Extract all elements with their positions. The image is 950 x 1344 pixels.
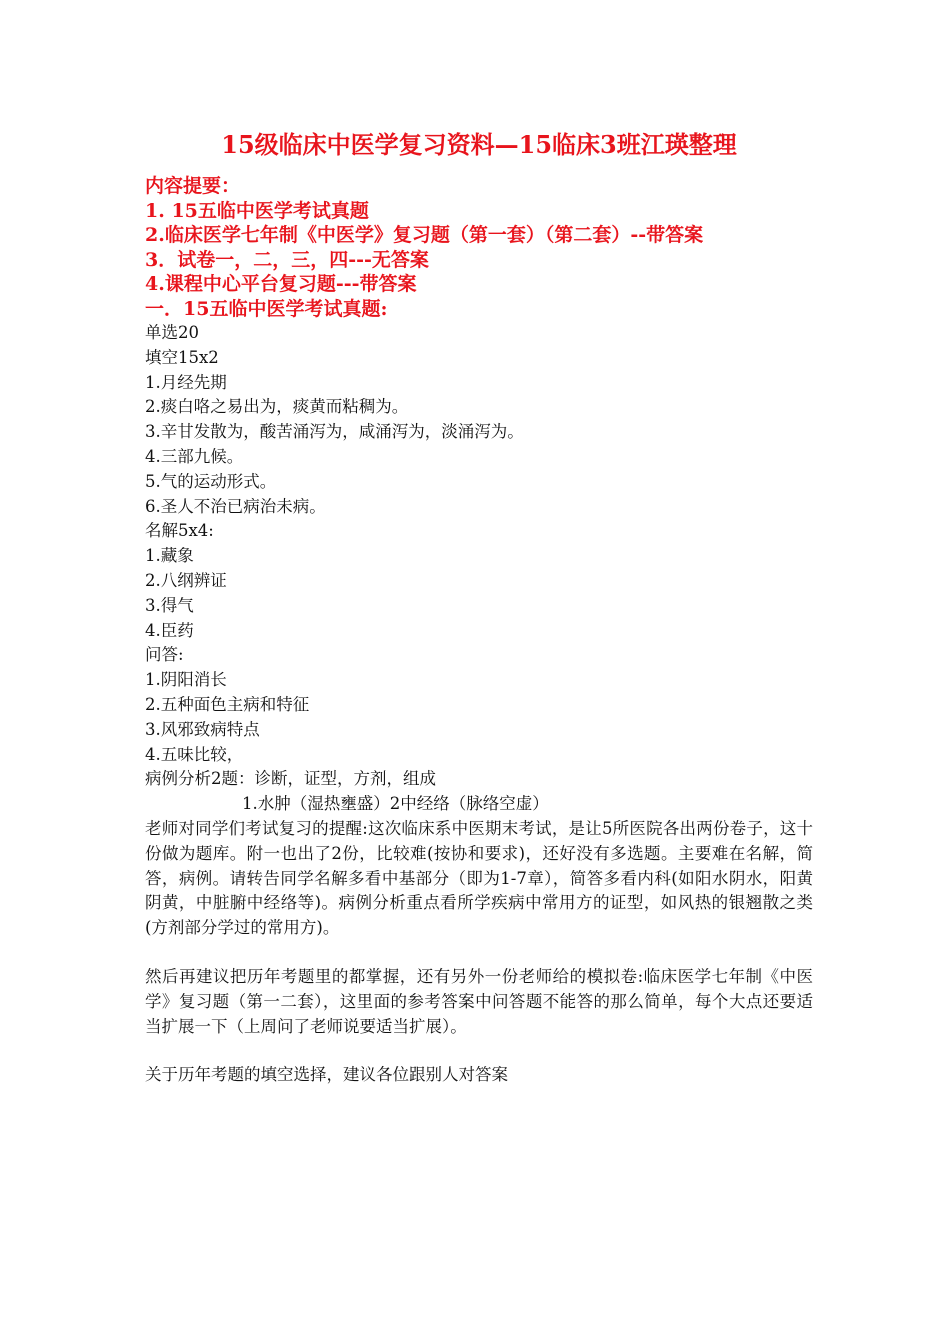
summary-item: 4.课程中心平台复习题---带答案 [145,273,417,295]
exam-line: 1.阴阳消长 [145,670,227,690]
exam-line: 2.八纲辨证 [145,570,227,590]
exam-line: 1.月经先期 [145,372,227,392]
document-title: 15级临床中医学复习资料—15临床3班江瑛整理 [221,130,737,159]
exam-line: 4.五味比较， [145,744,244,764]
exam-line: 3.得气 [145,595,194,615]
exam-line: 病例分析2题：诊断，证型，方剂，组成 [145,769,436,789]
exam-line: 5.气的运动形式。 [145,471,277,491]
answer-check-paragraph: 关于历年考题的填空选择，建议各位跟别人对答案 [145,1065,508,1085]
exam-line: 名解5x4: [145,521,214,541]
summary-item: 1. 15五临中医学考试真题 [145,199,369,222]
exam-line: 4.三部九候。 [145,446,244,466]
exam-line: 6.圣人不治已病治未病。 [145,496,326,516]
case-answer-line: 1.水肿（湿热壅盛）2中经络（脉络空虚） [242,794,549,814]
exam-line: 2.痰白咯之易出为，痰黄而粘稠为。 [145,397,409,417]
exam-line: 1.藏象 [145,546,194,566]
exam-line: 填空15x2 [145,347,219,367]
summary-item: 3．试卷一，二，三，四---无答案 [145,248,429,271]
suggestion-paragraph: 然后再建议把历年考题里的都掌握，还有另外一份老师给的模拟卷:临床医学七年制《中医学》复习题（第一二套），这里面的参考答案中问答题不能答的那么简单，每个大点还要适当扩展一下（上周问了老师说要适当扩展）。 [145,966,813,1036]
paragraph-gap [145,941,813,965]
exam-line: 3.风邪致病特点 [145,719,260,739]
summary-item: 2.临床医学七年制《中医学》复习题（第一套）（第二套）--带答案 [145,224,704,246]
exam-line: 3.辛甘发散为，酸苦涌泻为，咸涌泻为，淡涌泻为。 [145,422,524,442]
exam-line: 单选20 [145,323,199,342]
exam-line: 4.臣药 [145,620,194,640]
summary-heading: 内容提要： [145,175,241,197]
paragraph-gap [145,1039,813,1063]
document-page [145,128,813,1088]
exam-line: 问答: [145,645,184,665]
section-heading: 一．15五临中医学考试真题: [145,297,388,320]
exam-line: 2.五种面色主病和特征 [145,694,310,714]
teacher-reminder-paragraph: 老师对同学们考试复习的提醒:这次临床系中医期末考试，是让5所医院各出两份卷子，这十份做为题库。附一也出了2份，比较难(按协和要求)，还好没有多选题。主要难在名解，简答，病例。请转告同学名解多看中基部分（即为1-7章），简答多看内科(如阳水阴水，阳黄阴黄，中脏腑中经络等)。病例分析重点看所学疾病中常用方的证型，如风热的银翘散之类(方剂部分学过的常用方)。 [145,818,813,938]
